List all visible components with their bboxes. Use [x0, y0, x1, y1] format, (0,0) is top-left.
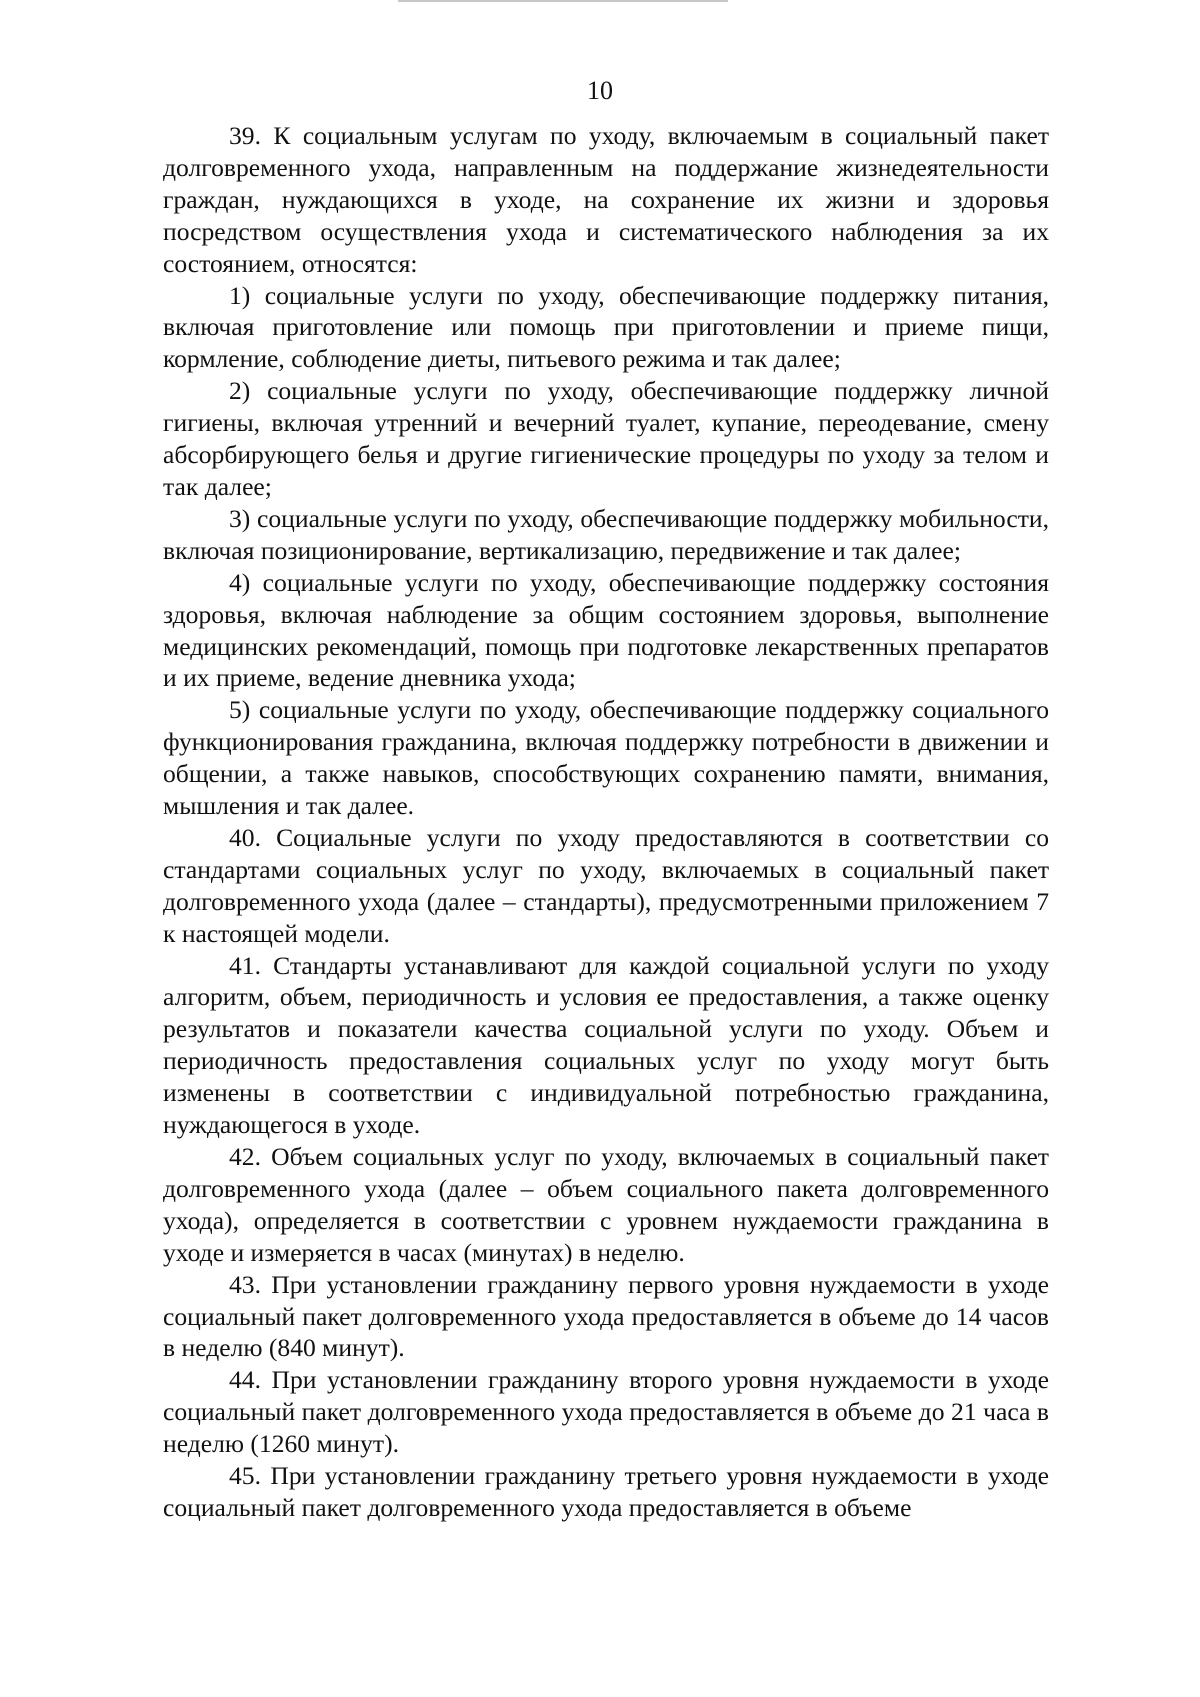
- paragraph-43: 43. При установлении гражданину первого уровня нуждаемости в уходе социальный пакет долговременного ухода предоставляется в объеме до 14 часов в неделю (840 минут).: [163, 1269, 1049, 1363]
- paragraph-40: 40. Социальные услуги по уходу предоставляются в соответствии со стандартами социальных услуг по уходу, включаемых в социальный пакет долговременного ухода (далее – стандарты), предусмотренными приложением 7 к настоящей модели.: [163, 822, 1049, 948]
- paragraph-39: 39. К социальным услугам по уходу, включаемым в социальный пакет долговременного ухода, направленным на поддержание жизнедеятельности граждан, нуждающихся в уходе, на сохранение их жизни и здоровья посредством осуществления ухода и систематического наблюдения за их состоянием, относятся:: [163, 121, 1049, 278]
- list-item-2: 2) социальные услуги по уходу, обеспечивающие поддержку личной гигиены, включая утренний и вечерний туалет, купание, переодевание, смену абсорбирующего белья и другие гигиенические процедуры по уходу за телом и так далее;: [163, 376, 1049, 501]
- paragraph-42: 42. Объем социальных услуг по уходу, включаемых в социальный пакет долговременного ухода (далее – объем социального пакета долговременного ухода), определяется в соответствии с уровнем нуждаемости гражданина в уходе и измеряется в часах (минутах) в неделю.: [163, 1142, 1049, 1267]
- list-item-1: 1) социальные услуги по уходу, обеспечивающие поддержку питания, включая приготовление или помощь при приготовлении и приеме пищи, кормление, соблюдение диеты, питьевого режима и так далее;: [163, 280, 1049, 374]
- page-number: 10: [587, 76, 613, 105]
- list-item-5: 5) социальные услуги по уходу, обеспечивающие поддержку социального функционирования гражданина, включая поддержку потребности в движении и общении, а также навыков, способствующих сохранению памяти, внимания, мышления и так далее.: [163, 695, 1049, 821]
- document-body: [163, 120, 1049, 1524]
- paragraph-41: 41. Стандарты устанавливают для каждой социальной услуги по уходу алгоритм, объем, периодичность и условия ее предоставления, а также оценку результатов и показатели качества социальной услуги по уходу. Объем и периодичность предоставления социальных услуг по уходу могут быть изменены в соответствии с индивидуальной потребностью гражданина, нуждающегося в уходе.: [163, 950, 1049, 1140]
- list-item-4: 4) социальные услуги по уходу, обеспечивающие поддержку состояния здоровья, включая наблюдение за общим состоянием здоровья, выполнение медицинских рекомендаций, помощь при подготовке лекарственных препаратов и их приеме, ведение дневника ухода;: [163, 567, 1049, 693]
- list-item-3: 3) социальные услуги по уходу, обеспечивающие поддержку мобильности, включая позиционирование, вертикализацию, передвижение и так далее;: [163, 503, 1049, 565]
- paragraph-44: 44. При установлении гражданину второго уровня нуждаемости в уходе социальный пакет долговременного ухода предоставляется в объеме до 21 часа в неделю (1260 минут).: [163, 1365, 1049, 1459]
- paragraph-45: 45. При установлении гражданину третьего уровня нуждаемости в уходе социальный пакет долговременного ухода предоставляется в объеме: [163, 1461, 1049, 1522]
- scan-edge-mark: [398, 0, 728, 2]
